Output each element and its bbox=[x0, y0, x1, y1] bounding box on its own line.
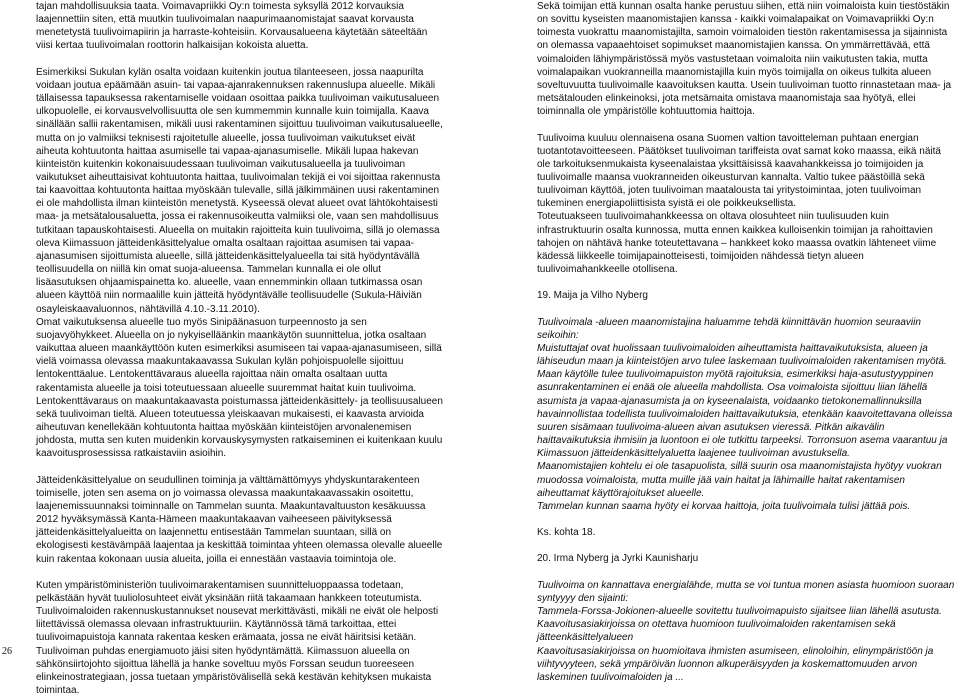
quote-body: Maanomistajien kohtelu ei ole tasapuolista, sillä suurin osa maanomistajista hyötyy vuokran muodossa voimaloista, mutta muille jää vain haitat ja lähimaille haitat rakentamisen aiheuttamat käyttörajoitukset alueelle. bbox=[537, 461, 942, 499]
quote-body: Kaavoitusasiakirjoissa on huomioitava ihmisten asumiseen, elinoloihin, elinympäristöön ja viihtyvyyteen, sekä ympäröivän luonnon alkuperäisyyden ja koskemattomuuden arvon laskeminen tuulivoimaloiden ja ... bbox=[537, 645, 934, 683]
quote-body: Tammelan kunnan saama hyöty ei korvaa haittoja, joita tuulivoimala tulisi jättää pois. bbox=[537, 500, 911, 512]
paragraph: Sekä toimijan että kunnan osalta hanke perustuu siihen, että niin voimaloista kuin tiestöstäkin on sovittu kyseisten maanomistajien kanssa - kaikki voimalapaikat on Voimavapriikki Oy:n toimesta vuokrattu maanomistajilta, samoin voimaloiden tiestön rakentamisessa ja sijainnista on olemassa vapaaehtoiset sopimukset maanomistajien kanssa. On ymmärrettävää, että voimaloiden lähiympäristössä myös vastustetaan voimaloita niin vaikutusten takia, mutta voimalapaikan vuokranneilla maanomistajilla kuin myös toimijalla on oikeus tulkita alueen soveltuvuutta tuulivoimalle kaavoituksen kautta. Usein tuulivoiman tuotto rinnastetaan maa- ja metsätalouden elinkeinoksi, jota metsämaita omistava maanomistaja saa hyötyä, ellei toiminnalla ole ympäristölle kohtuuttomia haittoja. bbox=[537, 1, 952, 118]
quote-lead: Tuulivoimala -alueen maanomistajina haluamme tehdä kiinnittävän huomion seuraaviin seikoihin: bbox=[537, 316, 921, 341]
right-column bbox=[537, 0, 957, 684]
paragraph: Tuulivoima kuuluu olennaisena osana Suomen valtion tavoitteleman puhtaan energian tuotantotavoitteeseen. Päätökset tuulivoiman tariffeista ovat samat koko maassa, eikä näitä ole tarkoituksenmukaista kyseenalaistaa yksittäisissä kaavahankkeissa jo toimijoiden ja tuulivoimalle maansa vuokranneiden oikeusturvan kannalta. Valtio tukee päästöillä sekä tuulivoiman käyttöä, joten tuulivoiman maatalousta tai yritystoimintaa, joten tuulivoiman tukeminen energiapoliittisista syistä ei ole poikkeuksellista. bbox=[537, 132, 941, 210]
paragraph: Omat vaikutuksensa alueelle tuo myös Sinipäänasuon turpeennosto ja sen suojavyöhykkeet. Alueella on jo nykyiselläänkin maankäytön suunnittelua, jotka osaltaan vaikuttaa alueen maankäyttöön kuten esimerkiksi asumiseen tai vapaa-ajanasumiseen, sillä vielä voimassa olevassa maakuntakaavassa Sukulan kylän pohjoispuolelle sijoittuu lentokenttäalue. Lentokenttävaraus alueella rajoittaa näin omalta osaltaan uutta rakentamista alueelle ja toisi toteutuessaan alueelle suuremmat haitat kuin tuulivoima. Lentokenttävaraus on maakuntakaavasta poistumassa jätteidenkäsittely- ja teollisuusalueen sekä tuulivoiman tieltä. Alueen toteutuessa yleiskaavan mukaisesti, ei kaavasta arvioida aiheutuvan kenellekään kohtuutonta haittaa myöskään kiinteistöjen arvonalenemisen johdosta, mutta sen kuten muidenkin korvauskysymysten ratkaiseminen ei kuitenkaan kuulu kaavoitusprosessissa ratkaistaviin asioihin. bbox=[36, 316, 443, 460]
section-heading: 19. Maija ja Vilho Nyberg bbox=[537, 290, 648, 302]
quote-body: Tammela-Forssa-Jokionen-alueelle sovitettu tuulivoimapuisto sijaitsee liian lähellä asutusta. bbox=[537, 606, 942, 618]
paragraph: tajan mahdollisuuksia taata. Voimavapriikki Oy:n toimesta syksyllä 2012 korvauksia laajennettiin siten, että muutkin tuulivoimalan naapurimaanomistajat saavat korvausta menetetystä tuulivoimapiirin ja harraste-kohteisiin. Korvausalueena käytetään säteeltään viisi kertaa tuulivoimalan roottorin halkaisijan kokoista aluetta. bbox=[36, 1, 428, 52]
paragraph: Kuten ympäristöministeriön tuulivoimarakentamisen suunnitteluoppaassa todetaan, pelkästään hyvät tuuliolosuhteet eivät yksinään riitä takaamaan hankkeen toteutumista. Tuulivoimaloiden rakennuskustannukset nousevat merkittävästi, mikäli ne eivät ole helposti liitettävissä olemassa olevaan infrastruktuuriin. Käytännössä tämä tarkoittaa, ettei tuulivoimapuistoja kannata rakentaa kesken erämaata, jossa ne eivät häiritsisi ketään. Tuulivoiman puhdas energiamuoto jäisi siten hyödyntämättä. Kiimassuon alueella on sähkönsiirtojohto sijoittua lähellä ja hanke soveltuu myös Forssan seudun tuoreeseen elinkeinostrategiaan, jossa tuetaan ympäristövälisellä sekä kestävän kehityksen mukaista toimintaa. bbox=[36, 579, 439, 697]
left-column bbox=[36, 0, 444, 697]
paragraph: Toteutuakseen tuulivoimahankkeessa on oltava olosuhteet niin tuulisuuden kuin infrastruktuurin osalta kunnossa, mutta ennen kaikkea kulloisenkin toimijan ja rahoittavien tahojen on nähtävä hanke toteutettavana – hankkeet koko maassa ovatkin lähteneet viime kädessä liikkeelle toimijapainotteisesti, toimijoiden nähdessä tietyn alueen tuulivoimahankkeelle otollisena. bbox=[537, 211, 937, 276]
paragraph: Esimerkiksi Sukulan kylän osalta voidaan kuitenkin joutua tilanteeseen, jossa naapurilta voidaan joutua epäämään asuin- tai vapaa-ajanrakennuksen rakennuslupa alueelle. Mikäli tällaisessa tapauksessa rakentamiselle voidaan osoittaa paikka tuulivoiman vaikutusalueen ulkopuolelle, ei korvausvelvollisuutta ole sen kummemmin kunnalle kuin toimijalla. Kaava sinällään sallii rakentamisen, mikäli uusi rakentaminen sijoittuu tuulivoiman vaikutusalueelle, mutta on jo valmiiksi teknisesti rajoitetulle alueelle, jossa tuulivoiman vaikutukset eivät aiheuta kohtuutonta haittaa asumiselle tai vapaa-ajanasumiselle. Mikäli lupaa hakevan kiinteistön kuitenkin kokonaisuudessaan tuulivoiman vaikutusalueella ja tuulivoiman vaikutukset aiheuttaisivat kohtuutonta haittaa, tuulivoimalan tekijä ei voi sijoittaa rakennusta tai kaavoittaa kohtuutonta haittaa myöskään tulevalle, sillä jälkimmäinen uusi rakentaminen ei ole mahdollista ilman kiinteistön menetystä. Kyseessä olevat alueet ovat lähtökohtaisesti maa- ja metsätalousaluetta, jossa ei rakennusoikeutta valmiiksi ole, vaan sen mahdollisuus tutkitaan tapauskohtaisesti. Alueella on muitakin rajoitteita kuin tuulivoima, sillä jo olemassa oleva Kiimassuon jätteidenkäsittelyalue omalta osaltaan rajoittaa asumisen tai vapaa-ajanasumisen sijoittumista alueelle, sillä jätteidenkäsittelyalueella tai sitä hyödyntävällä teollisuudella on niillä kin omat suoja-alueensa. Tammelan kunnalla ei ole ollut lisäasutuksen ohjaamispainetta ko. alueelle, vaan ennemminkin ollaan tutkimassa osan alueen käyttöä niin normaalille kuin jätteitä hyödyntävälle teollisuudelle (Sukula-Häiviän osayleiskaavaluonnos, nähtävillä 4.10.-3.11.2010). bbox=[36, 66, 443, 315]
quote-body: Kaavoitusasiakirjoissa on otettava huomioon tuulivoimaloiden rakentamisen sekä jätteenkäsittelyalueen bbox=[537, 619, 896, 644]
quote-body: Muistuttajat ovat huolissaan tuulivoimaloiden aiheuttamista haittavaikutuksista, alueen ja lähiseudun maan ja kiinteistöjen arvo tulee laskemaan tuulivoimaloiden rakentamisen myötä. Maan käytölle tulee tuulivoimapuiston myötä rajoituksia, esimerkiksi haja-asutustyyppinen asunrakentaminen ei enää ole alueella mahdollista. Osa voimaloista sijoittuu liian lähellä asumista ja vapaa-ajanasumista ja on kyseenalaista, voidaanko tietokonemallinnuksilla havainnollistaa todellista tuulivoimaloiden haittavaikutuksia, etenkään kaavoitettavana olleissa suuren sisämaan tuulivoima-alueen aivan asutuksen vieressä. Pitkän aikavälin haittavaikutuksia ihmisiin ja luontoon ei ole tutkittu tarpeeksi. Torronsuon asema vaarantuu ja Kiimassuon jätteidenkäsittelyaluetta laajenee tuulivoiman avustuksella. bbox=[537, 343, 953, 460]
paragraph: Jätteidenkäsittelyalue on seudullinen toiminja ja välttämättömyys yhdyskuntarakenteen toimiselle, joten sen asema on jo voimassa olevassa maakuntakaavassakin osoitettu, laajenemissuunnaksi toiminnalle on Tammelan suunta. Maakuntavaltuuston kesäkuussa 2012 hyväksymässä Kanta-Hämeen maakuntakaavan vaiheeseen päivityksessä jätteidenkäsittelyalueitta on laajennettu entisestään Tammelan suuntaan, sillä on ekologisesti kestävämpää laajentaa ja keskittää toimintaa yhteen olemassa olevalle alueelle kuin rakentaa kokonaan uusia alueita, joilla ei ennestään vastaavia toimintoja ole. bbox=[36, 474, 443, 565]
quote-lead: Tuulivoima on kannattava energialähde, mutta se voi tuntua monen asiasta huomioon suoraan syntyyyy den sijainti: bbox=[537, 579, 955, 604]
section-heading: 20. Irma Nyberg ja Jyrki Kaunisharju bbox=[537, 553, 699, 565]
page-number: 26 bbox=[2, 646, 12, 657]
reference: Ks. kohta 18. bbox=[537, 527, 596, 539]
